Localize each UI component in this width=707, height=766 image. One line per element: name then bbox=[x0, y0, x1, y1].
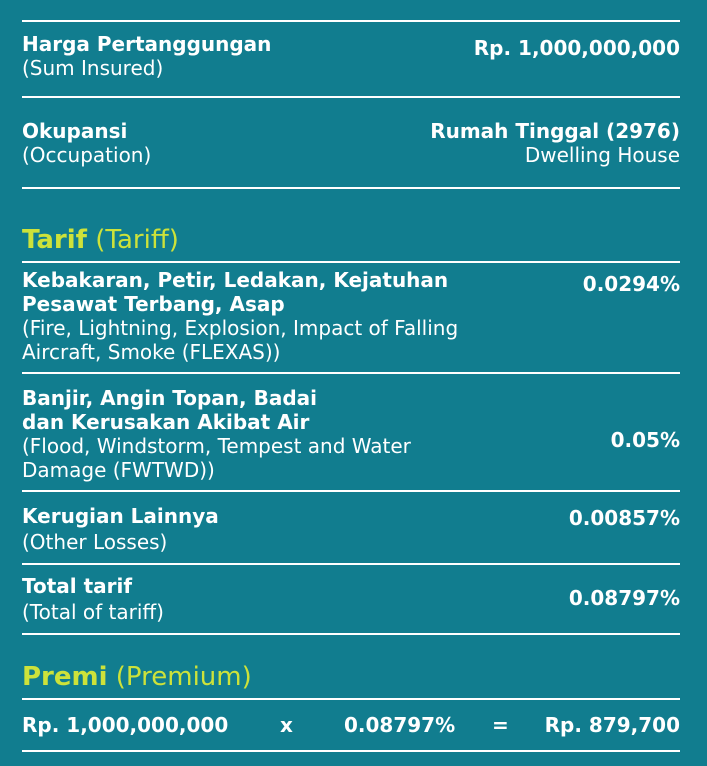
occupation-label: Okupansi bbox=[22, 119, 128, 143]
total-tariff-value: 0.08797% bbox=[568, 586, 680, 610]
premium-formula bbox=[22, 713, 680, 739]
divider bbox=[22, 96, 680, 98]
tariff-item-value: 0.00857% bbox=[568, 506, 680, 530]
sum-insured-label-en: (Sum Insured) bbox=[22, 56, 164, 80]
occupation-label-en: (Occupation) bbox=[22, 143, 152, 167]
occupation-row bbox=[22, 119, 680, 167]
tariff-item-label-en: (Fire, Lightning, Explosion, Impact of Falling bbox=[22, 316, 459, 340]
occupation-value: Rumah Tinggal (2976) bbox=[430, 119, 680, 143]
times-sign: x bbox=[280, 713, 293, 737]
divider bbox=[22, 372, 680, 374]
sum-insured-value: Rp. 1,000,000,000 bbox=[473, 36, 680, 60]
premium-title-en: (Premium) bbox=[115, 662, 252, 692]
divider bbox=[22, 20, 680, 22]
tariff-item-label: Kerugian Lainnya bbox=[22, 504, 219, 528]
divider bbox=[22, 261, 680, 263]
divider bbox=[22, 490, 680, 492]
tariff-title-en: (Tariff) bbox=[95, 225, 179, 255]
tariff-section-title bbox=[22, 225, 179, 255]
tariff-item-label-en: (Flood, Windstorm, Tempest and Water bbox=[22, 434, 411, 458]
sum-insured-label: Harga Pertanggungan bbox=[22, 32, 272, 56]
sum-insured-row bbox=[22, 32, 680, 80]
divider bbox=[22, 698, 680, 700]
occupation-value-en: Dwelling House bbox=[524, 143, 680, 167]
tariff-item-label: dan Kerusakan Akibat Air bbox=[22, 410, 310, 434]
tariff-item-other-losses bbox=[22, 504, 680, 554]
divider bbox=[22, 633, 680, 635]
tariff-item-label-en: Damage (FWTWD)) bbox=[22, 458, 215, 482]
tariff-item-label: Kebakaran, Petir, Ledakan, Kejatuhan bbox=[22, 268, 449, 292]
divider bbox=[22, 187, 680, 189]
total-tariff-label: Total tarif bbox=[22, 574, 133, 598]
tariff-item-fwtwd bbox=[22, 386, 680, 482]
tariff-item-label-en: (Other Losses) bbox=[22, 530, 168, 554]
occupation-value-block bbox=[430, 119, 680, 167]
total-tariff-row bbox=[22, 574, 680, 624]
tariff-title: Tarif bbox=[22, 225, 87, 255]
tariff-item-label: Pesawat Terbang, Asap bbox=[22, 292, 285, 316]
tariff-item-label-en: Aircraft, Smoke (FLEXAS)) bbox=[22, 340, 281, 364]
premium-rate: 0.08797% bbox=[344, 713, 456, 737]
premium-title: Premi bbox=[22, 662, 108, 692]
divider bbox=[22, 750, 680, 752]
premium-sum: Rp. 1,000,000,000 bbox=[22, 713, 229, 737]
total-tariff-label-en: (Total of tariff) bbox=[22, 600, 164, 624]
tariff-item-label: Banjir, Angin Topan, Badai bbox=[22, 386, 318, 410]
tariff-item-flexas bbox=[22, 268, 680, 364]
equals-sign: = bbox=[492, 713, 509, 737]
tariff-item-value: 0.0294% bbox=[582, 272, 680, 296]
premium-result: Rp. 879,700 bbox=[544, 713, 680, 737]
premium-section-title bbox=[22, 662, 252, 692]
divider bbox=[22, 563, 680, 565]
tariff-item-value: 0.05% bbox=[610, 428, 680, 452]
